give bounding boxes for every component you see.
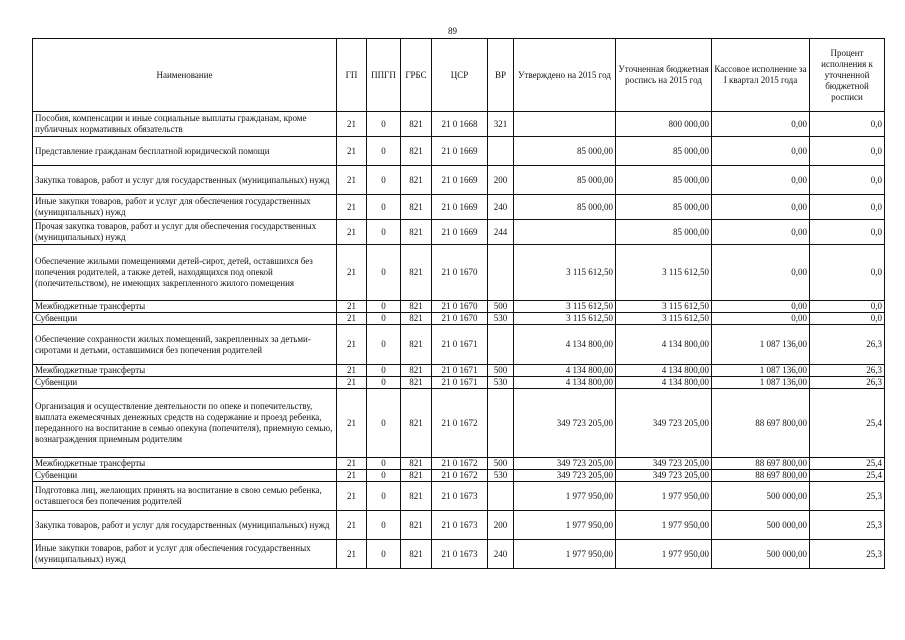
- cell-csr: 21 0 1671: [432, 377, 488, 389]
- cell-ppgp: 0: [367, 166, 401, 195]
- cell-refined: 85 000,00: [616, 195, 712, 220]
- table-row: [33, 245, 885, 301]
- table-row: [33, 137, 885, 166]
- cell-refined: 1 977 950,00: [616, 482, 712, 511]
- cell-name: Обеспечение сохранности жилых помещений, закрепленных за детьми-сиротами и детьми, оставшимися без попечения родителей: [33, 325, 337, 365]
- cell-cash: 1 087 136,00: [712, 325, 810, 365]
- cell-percent: 0,0: [810, 220, 885, 245]
- cell-approved: 85 000,00: [514, 195, 616, 220]
- cell-vr: 500: [488, 301, 514, 313]
- cell-csr: 21 0 1673: [432, 540, 488, 569]
- cell-ppgp: 0: [367, 137, 401, 166]
- cell-ppgp: 0: [367, 301, 401, 313]
- cell-grbs: 821: [401, 220, 432, 245]
- cell-csr: 21 0 1671: [432, 365, 488, 377]
- cell-percent: 25,3: [810, 482, 885, 511]
- cell-refined: 349 723 205,00: [616, 470, 712, 482]
- header-row: [33, 39, 885, 112]
- cell-ppgp: 0: [367, 112, 401, 137]
- cell-vr: 244: [488, 220, 514, 245]
- cell-vr: [488, 245, 514, 301]
- cell-approved: 349 723 205,00: [514, 389, 616, 458]
- cell-approved: 85 000,00: [514, 137, 616, 166]
- cell-csr: 21 0 1669: [432, 166, 488, 195]
- cell-grbs: 821: [401, 482, 432, 511]
- cell-cash: 88 697 800,00: [712, 458, 810, 470]
- header-cell-grbs: ГРБС: [401, 39, 432, 112]
- table-row: [33, 540, 885, 569]
- cell-csr: 21 0 1672: [432, 458, 488, 470]
- cell-gp: 21: [337, 482, 367, 511]
- cell-grbs: 821: [401, 245, 432, 301]
- cell-csr: 21 0 1669: [432, 195, 488, 220]
- cell-ppgp: 0: [367, 313, 401, 325]
- cell-percent: 25,4: [810, 470, 885, 482]
- table-row: [33, 365, 885, 377]
- cell-ppgp: 0: [367, 377, 401, 389]
- cell-approved: [514, 220, 616, 245]
- cell-vr: 240: [488, 540, 514, 569]
- header-cell-approved: Утверждено на 2015 год: [514, 39, 616, 112]
- cell-csr: 21 0 1670: [432, 301, 488, 313]
- header-cell-cash: Кассовое исполнение за I квартал 2015 года: [712, 39, 810, 112]
- cell-cash: 500 000,00: [712, 540, 810, 569]
- cell-refined: 85 000,00: [616, 220, 712, 245]
- cell-ppgp: 0: [367, 220, 401, 245]
- table-row: [33, 195, 885, 220]
- cell-cash: 500 000,00: [712, 482, 810, 511]
- cell-refined: 1 977 950,00: [616, 540, 712, 569]
- cell-approved: 349 723 205,00: [514, 458, 616, 470]
- cell-cash: 0,00: [712, 245, 810, 301]
- cell-grbs: 821: [401, 301, 432, 313]
- cell-percent: 26,3: [810, 325, 885, 365]
- cell-cash: 0,00: [712, 112, 810, 137]
- table-row: [33, 470, 885, 482]
- cell-grbs: 821: [401, 195, 432, 220]
- cell-gp: 21: [337, 365, 367, 377]
- cell-approved: 4 134 800,00: [514, 377, 616, 389]
- header-cell-gp: ГП: [337, 39, 367, 112]
- cell-approved: 4 134 800,00: [514, 325, 616, 365]
- cell-cash: 0,00: [712, 137, 810, 166]
- cell-approved: 1 977 950,00: [514, 511, 616, 540]
- table-row: [33, 301, 885, 313]
- cell-grbs: 821: [401, 389, 432, 458]
- cell-cash: 0,00: [712, 301, 810, 313]
- cell-cash: 0,00: [712, 313, 810, 325]
- cell-csr: 21 0 1668: [432, 112, 488, 137]
- cell-name: Представление гражданам бесплатной юридической помощи: [33, 137, 337, 166]
- cell-grbs: 821: [401, 313, 432, 325]
- header-cell-percent: Процент исполнения к уточненной бюджетной росписи: [810, 39, 885, 112]
- table-row: [33, 511, 885, 540]
- cell-refined: 4 134 800,00: [616, 325, 712, 365]
- cell-name: Субвенции: [33, 377, 337, 389]
- cell-ppgp: 0: [367, 511, 401, 540]
- table-row: [33, 458, 885, 470]
- cell-approved: 1 977 950,00: [514, 540, 616, 569]
- header-cell-ppgp: ППГП: [367, 39, 401, 112]
- cell-csr: 21 0 1672: [432, 470, 488, 482]
- cell-approved: [514, 112, 616, 137]
- cell-cash: 0,00: [712, 166, 810, 195]
- cell-approved: 3 115 612,50: [514, 245, 616, 301]
- cell-refined: 1 977 950,00: [616, 511, 712, 540]
- cell-ppgp: 0: [367, 245, 401, 301]
- cell-vr: 321: [488, 112, 514, 137]
- cell-vr: 530: [488, 377, 514, 389]
- table-row: [33, 377, 885, 389]
- cell-grbs: 821: [401, 325, 432, 365]
- cell-grbs: 821: [401, 511, 432, 540]
- cell-ppgp: 0: [367, 482, 401, 511]
- cell-approved: 3 115 612,50: [514, 313, 616, 325]
- cell-ppgp: 0: [367, 540, 401, 569]
- cell-gp: 21: [337, 470, 367, 482]
- table-row: [33, 482, 885, 511]
- cell-ppgp: 0: [367, 470, 401, 482]
- cell-vr: [488, 325, 514, 365]
- cell-vr: 500: [488, 458, 514, 470]
- cell-percent: 25,4: [810, 458, 885, 470]
- cell-approved: 349 723 205,00: [514, 470, 616, 482]
- cell-approved: 1 977 950,00: [514, 482, 616, 511]
- cell-ppgp: 0: [367, 458, 401, 470]
- cell-name: Закупка товаров, работ и услуг для государственных (муниципальных) нужд: [33, 511, 337, 540]
- cell-grbs: 821: [401, 458, 432, 470]
- cell-gp: 21: [337, 112, 367, 137]
- cell-csr: 21 0 1670: [432, 313, 488, 325]
- cell-refined: 85 000,00: [616, 137, 712, 166]
- cell-refined: 85 000,00: [616, 166, 712, 195]
- cell-grbs: 821: [401, 540, 432, 569]
- cell-approved: 85 000,00: [514, 166, 616, 195]
- cell-csr: 21 0 1673: [432, 511, 488, 540]
- cell-cash: 88 697 800,00: [712, 470, 810, 482]
- cell-ppgp: 0: [367, 195, 401, 220]
- cell-vr: 240: [488, 195, 514, 220]
- cell-gp: 21: [337, 511, 367, 540]
- cell-refined: 3 115 612,50: [616, 301, 712, 313]
- header-cell-name: Наименование: [33, 39, 337, 112]
- cell-name: Организация и осуществление деятельности по опеке и попечительству, выплата ежемесячных денежных средств на содержание и проезд ребенка, переданного на воспитание в семью опекуна (попечителя), приемную семью, вознаграждения приемным родителям: [33, 389, 337, 458]
- cell-gp: 21: [337, 325, 367, 365]
- cell-gp: 21: [337, 245, 367, 301]
- table-row: [33, 313, 885, 325]
- cell-vr: [488, 482, 514, 511]
- cell-ppgp: 0: [367, 325, 401, 365]
- table-body: [33, 112, 885, 569]
- cell-vr: 530: [488, 313, 514, 325]
- cell-csr: 21 0 1669: [432, 137, 488, 166]
- cell-csr: 21 0 1671: [432, 325, 488, 365]
- cell-percent: 0,0: [810, 112, 885, 137]
- cell-percent: 0,0: [810, 313, 885, 325]
- cell-name: Подготовка лиц, желающих принять на воспитание в свою семью ребенка, оставшегося без попечения родителей: [33, 482, 337, 511]
- cell-name: Субвенции: [33, 313, 337, 325]
- cell-percent: 25,4: [810, 389, 885, 458]
- cell-approved: 4 134 800,00: [514, 365, 616, 377]
- header-cell-csr: ЦСР: [432, 39, 488, 112]
- cell-name: Закупка товаров, работ и услуг для государственных (муниципальных) нужд: [33, 166, 337, 195]
- cell-gp: 21: [337, 220, 367, 245]
- table-row: [33, 325, 885, 365]
- cell-refined: 3 115 612,50: [616, 313, 712, 325]
- cell-percent: 0,0: [810, 195, 885, 220]
- cell-name: Обеспечение жилыми помещениями детей-сирот, детей, оставшихся без попечения родителей, а также детей, находящихся под опекой (попечительством), не имеющих закрепленного жилого помещения: [33, 245, 337, 301]
- cell-name: Иные закупки товаров, работ и услуг для обеспечения государственных (муниципальных) нужд: [33, 540, 337, 569]
- cell-grbs: 821: [401, 137, 432, 166]
- cell-percent: 25,3: [810, 511, 885, 540]
- cell-gp: 21: [337, 540, 367, 569]
- cell-csr: 21 0 1673: [432, 482, 488, 511]
- page-number: 89: [448, 26, 457, 36]
- cell-gp: 21: [337, 458, 367, 470]
- cell-cash: 500 000,00: [712, 511, 810, 540]
- cell-refined: 349 723 205,00: [616, 458, 712, 470]
- cell-gp: 21: [337, 195, 367, 220]
- cell-percent: 0,0: [810, 166, 885, 195]
- table-row: [33, 112, 885, 137]
- table-row: [33, 220, 885, 245]
- cell-percent: 0,0: [810, 301, 885, 313]
- cell-cash: 1 087 136,00: [712, 377, 810, 389]
- cell-cash: 0,00: [712, 220, 810, 245]
- cell-refined: 800 000,00: [616, 112, 712, 137]
- cell-name: Субвенции: [33, 470, 337, 482]
- cell-refined: 3 115 612,50: [616, 245, 712, 301]
- cell-vr: [488, 389, 514, 458]
- cell-percent: 0,0: [810, 245, 885, 301]
- header-cell-refined: Уточненная бюджетная роспись на 2015 год: [616, 39, 712, 112]
- cell-ppgp: 0: [367, 365, 401, 377]
- cell-gp: 21: [337, 166, 367, 195]
- cell-csr: 21 0 1672: [432, 389, 488, 458]
- cell-grbs: 821: [401, 470, 432, 482]
- cell-grbs: 821: [401, 377, 432, 389]
- table-header: [33, 39, 885, 112]
- cell-gp: 21: [337, 301, 367, 313]
- cell-name: Иные закупки товаров, работ и услуг для обеспечения государственных (муниципальных) нужд: [33, 195, 337, 220]
- cell-percent: 0,0: [810, 137, 885, 166]
- cell-name: Межбюджетные трансферты: [33, 458, 337, 470]
- table-row: [33, 166, 885, 195]
- cell-percent: 26,3: [810, 365, 885, 377]
- cell-name: Пособия, компенсации и иные социальные выплаты гражданам, кроме публичных нормативных обязательств: [33, 112, 337, 137]
- cell-gp: 21: [337, 137, 367, 166]
- cell-approved: 3 115 612,50: [514, 301, 616, 313]
- cell-cash: 0,00: [712, 195, 810, 220]
- cell-vr: 500: [488, 365, 514, 377]
- cell-vr: 200: [488, 511, 514, 540]
- cell-refined: 4 134 800,00: [616, 377, 712, 389]
- cell-csr: 21 0 1670: [432, 245, 488, 301]
- cell-csr: 21 0 1669: [432, 220, 488, 245]
- budget-table: [32, 38, 885, 569]
- cell-grbs: 821: [401, 365, 432, 377]
- cell-ppgp: 0: [367, 389, 401, 458]
- cell-name: Прочая закупка товаров, работ и услуг для обеспечения государственных (муниципальных) нужд: [33, 220, 337, 245]
- cell-gp: 21: [337, 313, 367, 325]
- cell-cash: 88 697 800,00: [712, 389, 810, 458]
- cell-percent: 25,3: [810, 540, 885, 569]
- cell-grbs: 821: [401, 112, 432, 137]
- cell-name: Межбюджетные трансферты: [33, 301, 337, 313]
- header-cell-vr: ВР: [488, 39, 514, 112]
- cell-percent: 26,3: [810, 377, 885, 389]
- cell-refined: 349 723 205,00: [616, 389, 712, 458]
- cell-gp: 21: [337, 389, 367, 458]
- cell-gp: 21: [337, 377, 367, 389]
- cell-cash: 1 087 136,00: [712, 365, 810, 377]
- cell-refined: 4 134 800,00: [616, 365, 712, 377]
- cell-vr: 530: [488, 470, 514, 482]
- cell-vr: [488, 137, 514, 166]
- cell-name: Межбюджетные трансферты: [33, 365, 337, 377]
- cell-vr: 200: [488, 166, 514, 195]
- table-row: [33, 389, 885, 458]
- cell-grbs: 821: [401, 166, 432, 195]
